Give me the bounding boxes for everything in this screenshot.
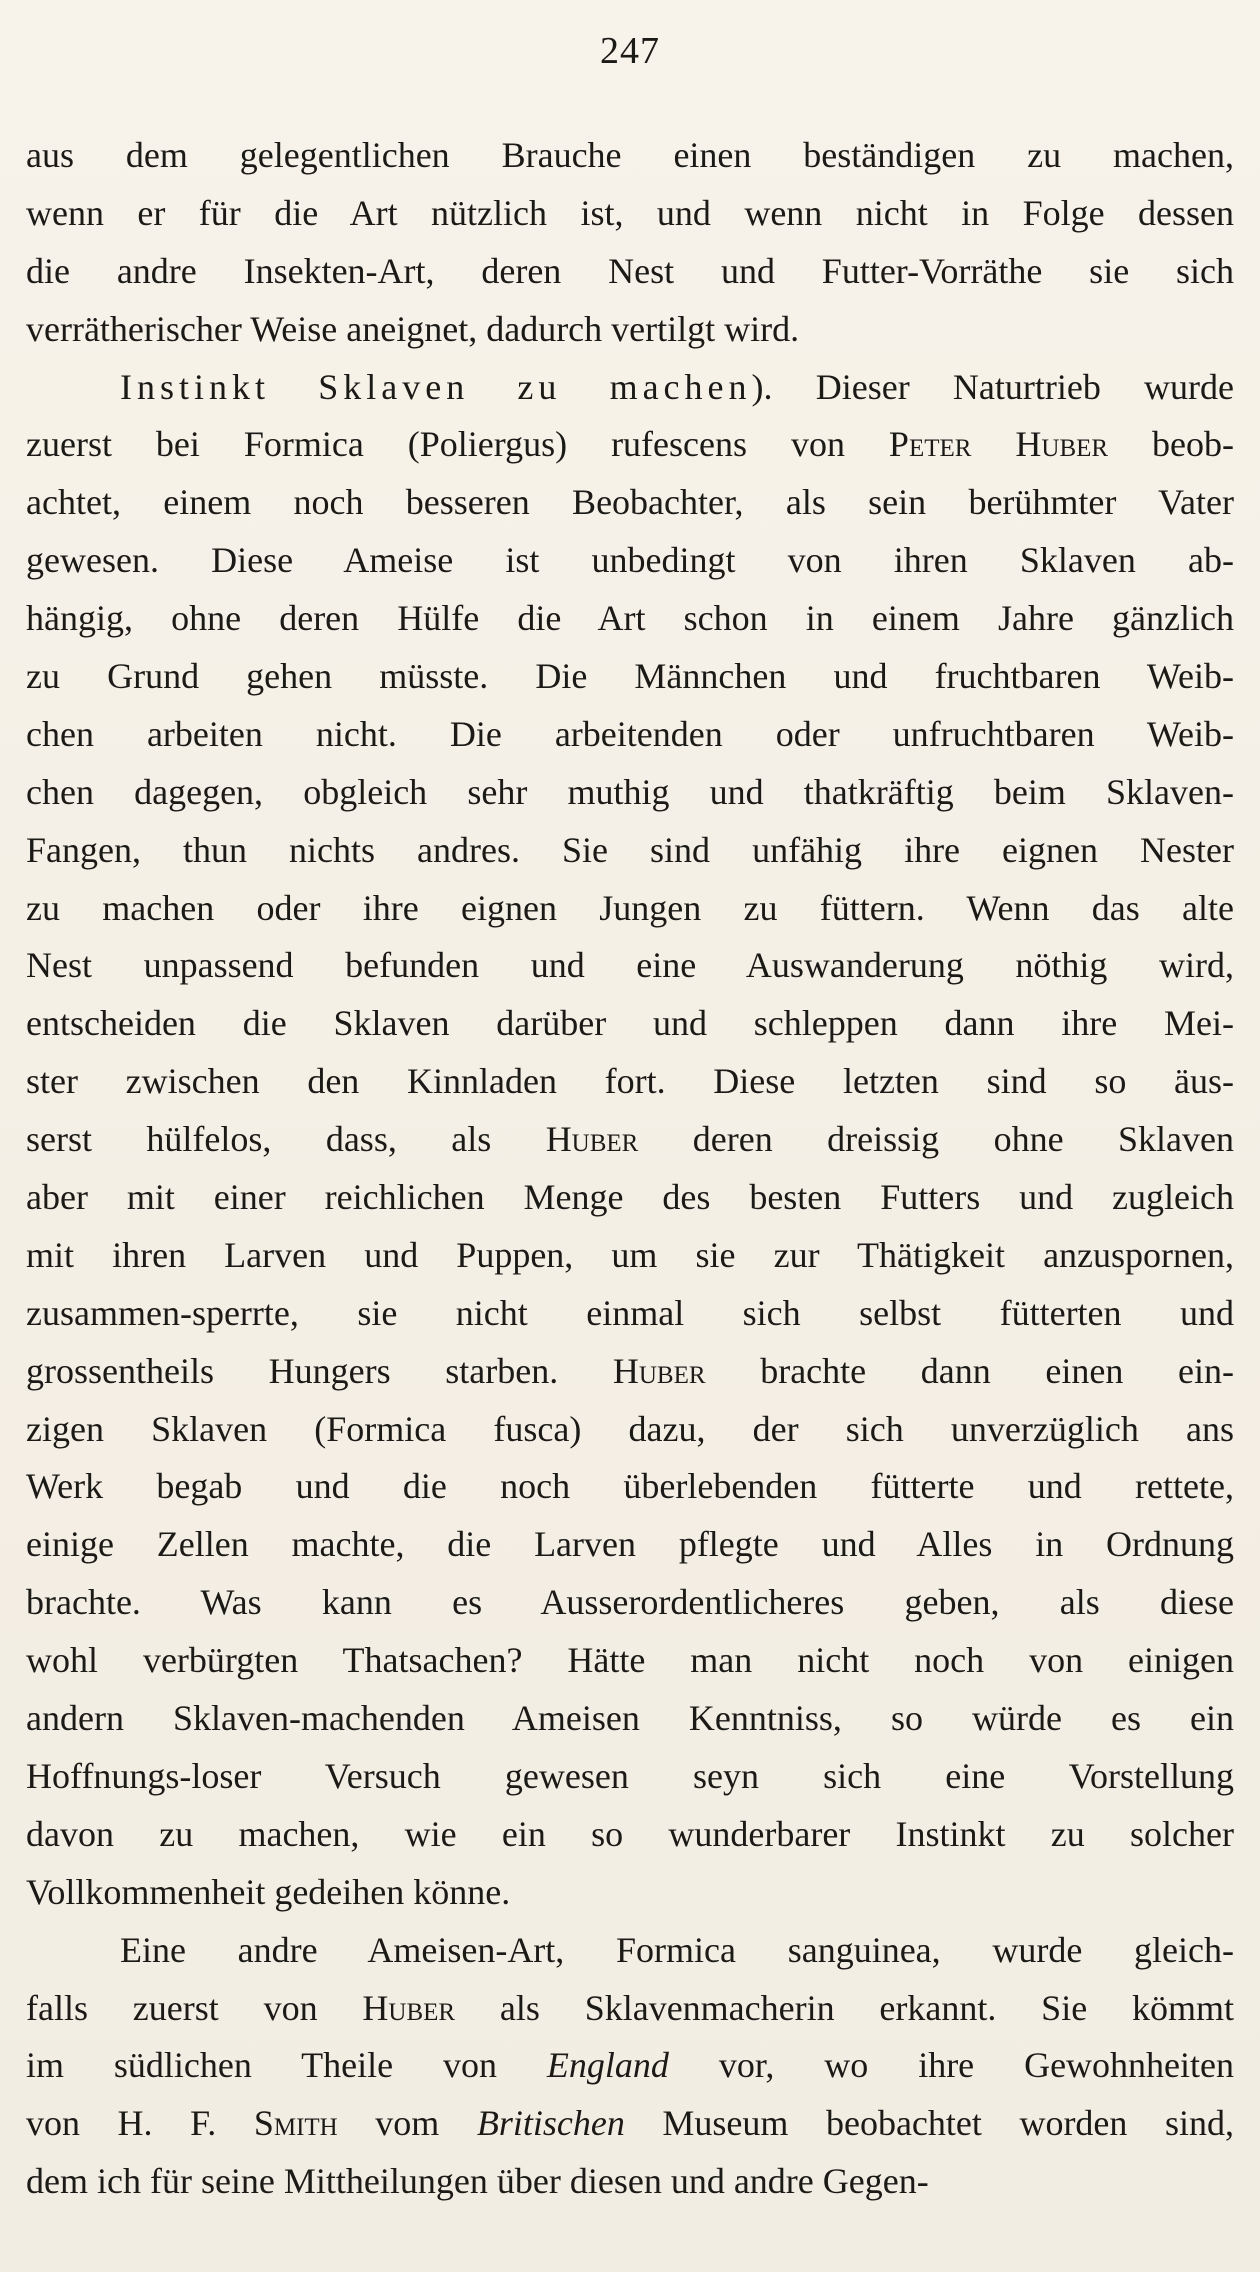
text-line [26,1868,1234,1926]
text-segment: Peter Huber [888,424,1109,465]
text-segment: chen dagegen, obgleich sehr muthig und thatkräftig beim Sklaven- [26,771,1234,812]
text-segment: grossentheils Hungers starben. [26,1350,613,1391]
text-segment: Instinkt Sklaven zu machen [120,366,752,407]
text-segment: zu machen oder ihre eignen Jungen zu füttern. Wenn das alte [26,887,1234,928]
text-segment: Museum beobachtet worden sind, [624,2103,1234,2144]
text-line [26,536,1234,594]
text-segment: Fangen, thun nichts andres. Sie sind unfähig ihre eignen Nester [26,829,1234,870]
text-line [26,1752,1234,1810]
text-line [26,768,1234,826]
text-segment: Hoffnungs-loser Versuch gewesen seyn sich eine Vorstellung [26,1755,1234,1796]
text-segment: falls zuerst von [26,1987,363,2028]
text-segment: brachte dann einen ein- [705,1350,1234,1391]
text-line [26,2041,1234,2099]
text-segment: hängig, ohne deren Hülfe die Art schon in einem Jahre gänzlich [26,598,1234,639]
text-segment: serst hülfelos, dass, als [26,1119,546,1160]
text-line [26,2099,1234,2157]
text-segment: brachte. Was kann es Ausserordentlicheres geben, als diese [26,1582,1234,1623]
text-line [26,1462,1234,1520]
text-line [26,1289,1234,1347]
text-segment: Eine andre Ameisen-Art, Formica sanguinea, wurde gleich- [120,1929,1234,1970]
text-segment: davon zu machen, wie ein so wunderbarer Instinkt zu solcher [26,1813,1234,1854]
text-segment: Huber [362,1987,456,2028]
text-segment: wohl verbürgten Thatsachen? Hätte man nicht noch von einigen [26,1640,1234,1681]
text-segment: gewesen. Diese Ameise ist unbedingt von ihren Sklaven ab- [26,540,1234,581]
text-line [26,1984,1234,2042]
text-segment: zuerst bei Formica (Poliergus) rufescens von [26,424,889,465]
text-segment: Britischen [476,2103,625,2144]
text-line [26,478,1234,536]
text-segment: entscheiden die Sklaven darüber und schleppen dann ihre Mei- [26,1003,1234,1044]
text-line [26,999,1234,1057]
text-line [26,420,1234,478]
text-segment: wenn er für die Art nützlich ist, und wenn nicht in Folge dessen [26,192,1234,233]
text-line [26,652,1234,710]
text-segment: andern Sklaven-machenden Ameisen Kenntniss, so würde es ein [26,1698,1234,1739]
text-line [26,1405,1234,1463]
text-segment: einige Zellen machte, die Larven pflegte und Alles in Ordnung [26,1524,1234,1565]
text-line [26,826,1234,884]
text-segment: ster zwischen den Kinnladen fort. Diese letzten sind so äus- [26,1061,1234,1102]
text-segment: aus dem gelegentlichen Brauche einen beständigen zu machen, [26,135,1234,175]
text-line [26,594,1234,652]
text-segment: von H. F. [26,2103,254,2144]
text-segment: vom [337,2103,477,2144]
text-line [26,1578,1234,1636]
text-segment: chen arbeiten nicht. Die arbeitenden oder unfruchtbaren Weib- [26,713,1234,754]
text-line [26,1694,1234,1752]
text-line [26,1173,1234,1231]
text-line [26,710,1234,768]
text-segment: Vollkommenheit gedeihen könne. [26,1871,511,1912]
text-segment: Huber [545,1119,639,1160]
text-segment: Werk begab und die noch überlebenden fütterte und rettete, [26,1466,1234,1507]
text-segment: beob- [1108,424,1234,465]
text-segment: die andre Insekten-Art, deren Nest und Futter-Vorräthe sie sich [26,250,1234,291]
text-line [26,189,1234,247]
text-line [26,305,1234,363]
text-segment: Huber [612,1350,706,1391]
text-segment: im südlichen Theile von [26,2045,547,2086]
text-line [26,363,1234,421]
text-segment: achtet, einem noch besseren Beobachter, als sein berühmter Vater [26,482,1234,523]
text-segment: als Sklavenmacherin erkannt. Sie kömmt [455,1987,1234,2028]
text-line [26,1057,1234,1115]
text-segment: zigen Sklaven (Formica fusca) dazu, der sich unverzüglich ans [26,1408,1234,1449]
text-segment: dem ich für seine Mittheilungen über diesen und andre Gegen- [26,2161,929,2202]
text-segment: Smith [253,2103,338,2144]
text-segment: aber mit einer reichlichen Menge des besten Futters und zugleich [26,1177,1234,1218]
text-segment: deren dreissig ohne Sklaven [638,1119,1234,1160]
text-line [26,941,1234,999]
text-segment: mit ihren Larven und Puppen, um sie zur Thätigkeit anzuspornen, [26,1234,1234,1275]
text-line [26,131,1234,189]
text-line [26,1520,1234,1578]
text-segment: zusammen-sperrte, sie nicht einmal sich selbst fütterten und [26,1292,1234,1333]
text-line [26,2157,1234,2215]
text-segment: Nest unpassend befunden und eine Auswanderung nöthig wird, [26,945,1234,986]
body-text [26,131,1234,2215]
text-line [26,1810,1234,1868]
text-line [26,1347,1234,1405]
text-line [26,247,1234,305]
text-line [26,884,1234,942]
text-line [26,1636,1234,1694]
text-segment: vor, wo ihre Gewohnheiten [668,2045,1234,2086]
text-line [26,1926,1234,1984]
text-segment: zu Grund gehen müsste. Die Männchen und fruchtbaren Weib- [26,656,1234,697]
text-segment: verrätherischer Weise aneignet, dadurch vertilgt wird. [26,308,800,349]
page-number: 247 [600,30,660,72]
text-line [26,1115,1234,1173]
text-segment: England [546,2045,669,2086]
text-line [26,1231,1234,1289]
text-segment: ). Dieser Naturtrieb wurde [751,366,1234,407]
